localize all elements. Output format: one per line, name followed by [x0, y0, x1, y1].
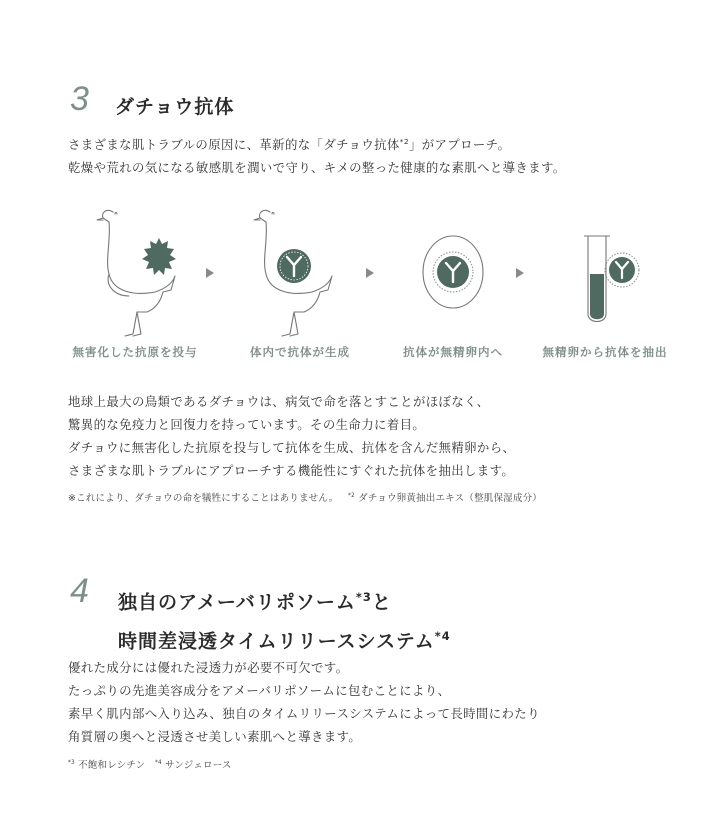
- footnote: ※これにより、ダチョウの命を犠牲にすることはありません。 $^{*2}$ ダチョウ卵黄抽出エキス（整肌保湿成分）: [68, 492, 542, 504]
- body-line: 角質層の奥へと浸透させ美しい素肌へと導きます。: [68, 729, 362, 744]
- antibody-badge-icon: [277, 249, 311, 283]
- step-2-label: 体内で抗体が生成: [250, 345, 350, 359]
- body-line: たっぷりの先進美容成分をアメーバリポソームに包むことにより、: [68, 683, 451, 698]
- body-line: 素早く肌内部へ入り込み、独自のタイムリリースシステムによって長時間にわたり: [68, 706, 540, 721]
- step-3-illustration: [385, 200, 525, 340]
- arrow-icon: [366, 268, 374, 278]
- body-paragraph: [68, 656, 540, 748]
- footnote: $^{*3}$ 不飽和レシチン $^{*4}$ サンジェロース: [68, 759, 232, 771]
- section-number: 4: [70, 572, 89, 610]
- intro-paragraph: [68, 130, 566, 179]
- body-paragraph: [68, 390, 515, 482]
- ostrich-with-antigen-icon: [75, 200, 215, 340]
- section-title: 独自のアメーバリポソーム$^{*3}$と 時間差浸透タイムリリースシステム$^{*4}$: [118, 590, 451, 653]
- step-1-label: 無害化した抗原を投与: [72, 345, 198, 359]
- ostrich-with-antibody-icon: [232, 200, 372, 340]
- egg-with-antibody-icon: [385, 200, 525, 340]
- body-line: 地球上最大の鳥類であるダチョウは、病気で命を落とすことがほぼなく、: [68, 394, 490, 409]
- body-line: ダチョウに無害化した抗原を投与して抗体を生成、抗体を含んだ無精卵から、: [68, 440, 516, 455]
- section-number: 3: [70, 80, 89, 118]
- arrow-icon: [206, 268, 214, 278]
- section-title: ダチョウ抗体: [115, 96, 235, 118]
- step-2-illustration: [232, 200, 372, 340]
- intro-line: さまざまな肌トラブルの原因に、革新的な「ダチョウ抗体$^{*2}$」がアプローチ。: [68, 137, 511, 153]
- step-3-label: 抗体が無精卵内へ: [403, 345, 503, 359]
- body-line: 優れた成分には優れた浸透力が必要不可欠です。: [68, 660, 349, 675]
- body-line: 驚異的な免疫力と回復力を持っています。その生命力に着目。: [68, 417, 426, 432]
- step-4-illustration: [540, 200, 680, 340]
- test-tube-with-antibody-icon: [540, 200, 680, 340]
- step-4-label: 無精卵から抗体を抽出: [542, 345, 668, 359]
- antigen-icon: [142, 238, 176, 275]
- step-1-illustration: [75, 200, 215, 340]
- body-line: さまざまな肌トラブルにアプローチする機能性にすぐれた抗体を抽出します。: [68, 463, 515, 478]
- arrow-icon: [516, 268, 524, 278]
- intro-line: 乾燥や荒れの気になる敏感肌を潤いで守り、キメの整った健康的な素肌へと導きます。: [68, 160, 566, 176]
